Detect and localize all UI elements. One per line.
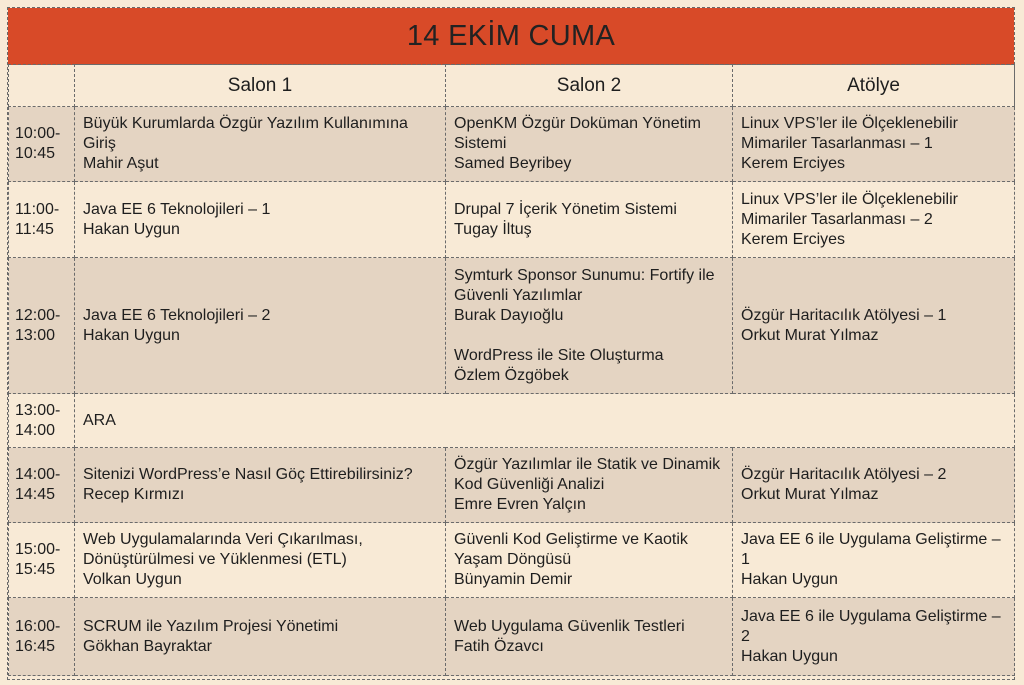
session-cell-salon-1 (75, 598, 446, 676)
break-cell (75, 394, 1015, 448)
header-row (9, 65, 1015, 107)
speaker-name: Kerem Erciyes (741, 155, 846, 172)
time-cell: 11:00- 11:45 (9, 182, 75, 258)
time-cell: 16:00- 16:45 (9, 598, 75, 676)
session-cell-atolye (733, 448, 1015, 523)
speaker-name: Bünyamin Demir (454, 571, 573, 588)
session-cell-salon-1 (75, 448, 446, 523)
time-cell: 10:00- 10:45 (9, 107, 75, 182)
session-title: Java EE 6 ile Uygulama Geliştirme – 1 (741, 531, 1001, 568)
session-title: Linux VPS’ler ile Ölçeklenebilir Mimariler Tasarlanması – 1 (741, 115, 958, 152)
session-cell-salon-2 (446, 448, 733, 523)
session-cell-atolye (733, 107, 1015, 182)
table-row (9, 107, 1015, 182)
day-banner (8, 8, 1014, 65)
speaker-name: Özlem Özgöbek (454, 366, 569, 384)
session-title: Web Uygulamalarında Veri Çıkarılması, Dönüştürülmesi ve Yüklenmesi (ETL) (83, 531, 363, 568)
table-row (9, 394, 1015, 448)
session-cell-salon-1 (75, 258, 446, 394)
table-row (9, 598, 1015, 676)
time-cell: 13:00- 14:00 (9, 394, 75, 448)
session-title: Linux VPS’ler ile Ölçeklenebilir Mimariler Tasarlanması – 2 (741, 190, 958, 228)
time-cell: 15:00- 15:45 (9, 523, 75, 598)
time-cell: 12:00- 13:00 (9, 258, 75, 394)
session-title: Java EE 6 Teknolojileri – 2 (83, 306, 271, 324)
session-title: Web Uygulama Güvenlik Testleri (454, 617, 685, 635)
speaker-name: Hakan Uygun (741, 647, 838, 665)
session-title: WordPress ile Site Oluşturma (454, 346, 664, 364)
column-header-salon-2: Salon 2 (446, 65, 733, 107)
speaker-name: Emre Evren Yalçın (454, 496, 586, 513)
time-cell: 14:00- 14:45 (9, 448, 75, 523)
speaker-name: Recep Kırmızı (83, 486, 185, 503)
session-title: Java EE 6 Teknolojileri – 1 (83, 200, 271, 218)
speaker-name: Gökhan Bayraktar (83, 637, 212, 655)
speaker-name: Orkut Murat Yılmaz (741, 486, 879, 503)
session-title: Özgür Yazılımlar ile Statik ve Dinamik Kod Güvenliği Analizi (454, 456, 721, 493)
speaker-name: Samed Beyribey (454, 155, 572, 172)
table-row (9, 523, 1015, 598)
session-title: Java EE 6 ile Uygulama Geliştirme – 2 (741, 607, 1001, 645)
table-row (9, 182, 1015, 258)
session-title: Özgür Haritacılık Atölyesi – 1 (741, 306, 947, 324)
session-cell-salon-1 (75, 523, 446, 598)
session-title: Büyük Kurumlarda Özgür Yazılım Kullanımına Giriş (83, 115, 408, 152)
column-header-atolye: Atölye (733, 65, 1015, 107)
session-cell-atolye (733, 258, 1015, 394)
speaker-name: Kerem Erciyes (741, 230, 846, 248)
table-row (9, 258, 1015, 394)
session-title: Symturk Sponsor Sunumu: Fortify ile Güvenli Yazılımlar (454, 266, 715, 304)
session-cell-salon-2 (446, 182, 733, 258)
time-column-header (9, 65, 75, 107)
speaker-name: Orkut Murat Yılmaz (741, 326, 879, 344)
session-cell-atolye (733, 523, 1015, 598)
speaker-name: Hakan Uygun (741, 571, 838, 588)
speaker-name: Hakan Uygun (83, 326, 180, 344)
session-title: Sitenizi WordPress’e Nasıl Göç Ettirebilirsiniz? (83, 466, 413, 483)
session-title: Güvenli Kod Geliştirme ve Kaotik Yaşam Döngüsü (454, 531, 688, 568)
session-cell-salon-2 (446, 598, 733, 676)
session-title: OpenKM Özgür Doküman Yönetim Sistemi (454, 115, 701, 152)
speaker-name: Fatih Özavcı (454, 637, 544, 655)
day-title: 14 EKİM CUMA (406, 19, 616, 52)
schedule-table (8, 64, 1015, 676)
session-cell-salon-2 (446, 258, 733, 394)
session-cell-salon-1 (75, 182, 446, 258)
column-header-salon-1: Salon 1 (75, 65, 446, 107)
session-cell-salon-2 (446, 523, 733, 598)
session-title: SCRUM ile Yazılım Projesi Yönetimi (83, 617, 339, 635)
session-cell-atolye (733, 598, 1015, 676)
session-cell-atolye (733, 182, 1015, 258)
speaker-name: Volkan Uygun (83, 571, 182, 588)
schedule-sheet (7, 7, 1015, 680)
table-row (9, 448, 1015, 523)
speaker-name: Hakan Uygun (83, 220, 180, 238)
speaker-name: Burak Dayıoğlu (454, 306, 564, 324)
session-title: Özgür Haritacılık Atölyesi – 2 (741, 466, 947, 483)
session-title: Drupal 7 İçerik Yönetim Sistemi (454, 200, 677, 218)
session-cell-salon-2 (446, 107, 733, 182)
speaker-name: Tugay İltuş (454, 220, 532, 238)
speaker-name: Mahir Aşut (83, 155, 159, 172)
break-label: ARA (83, 411, 116, 429)
session-cell-salon-1 (75, 107, 446, 182)
